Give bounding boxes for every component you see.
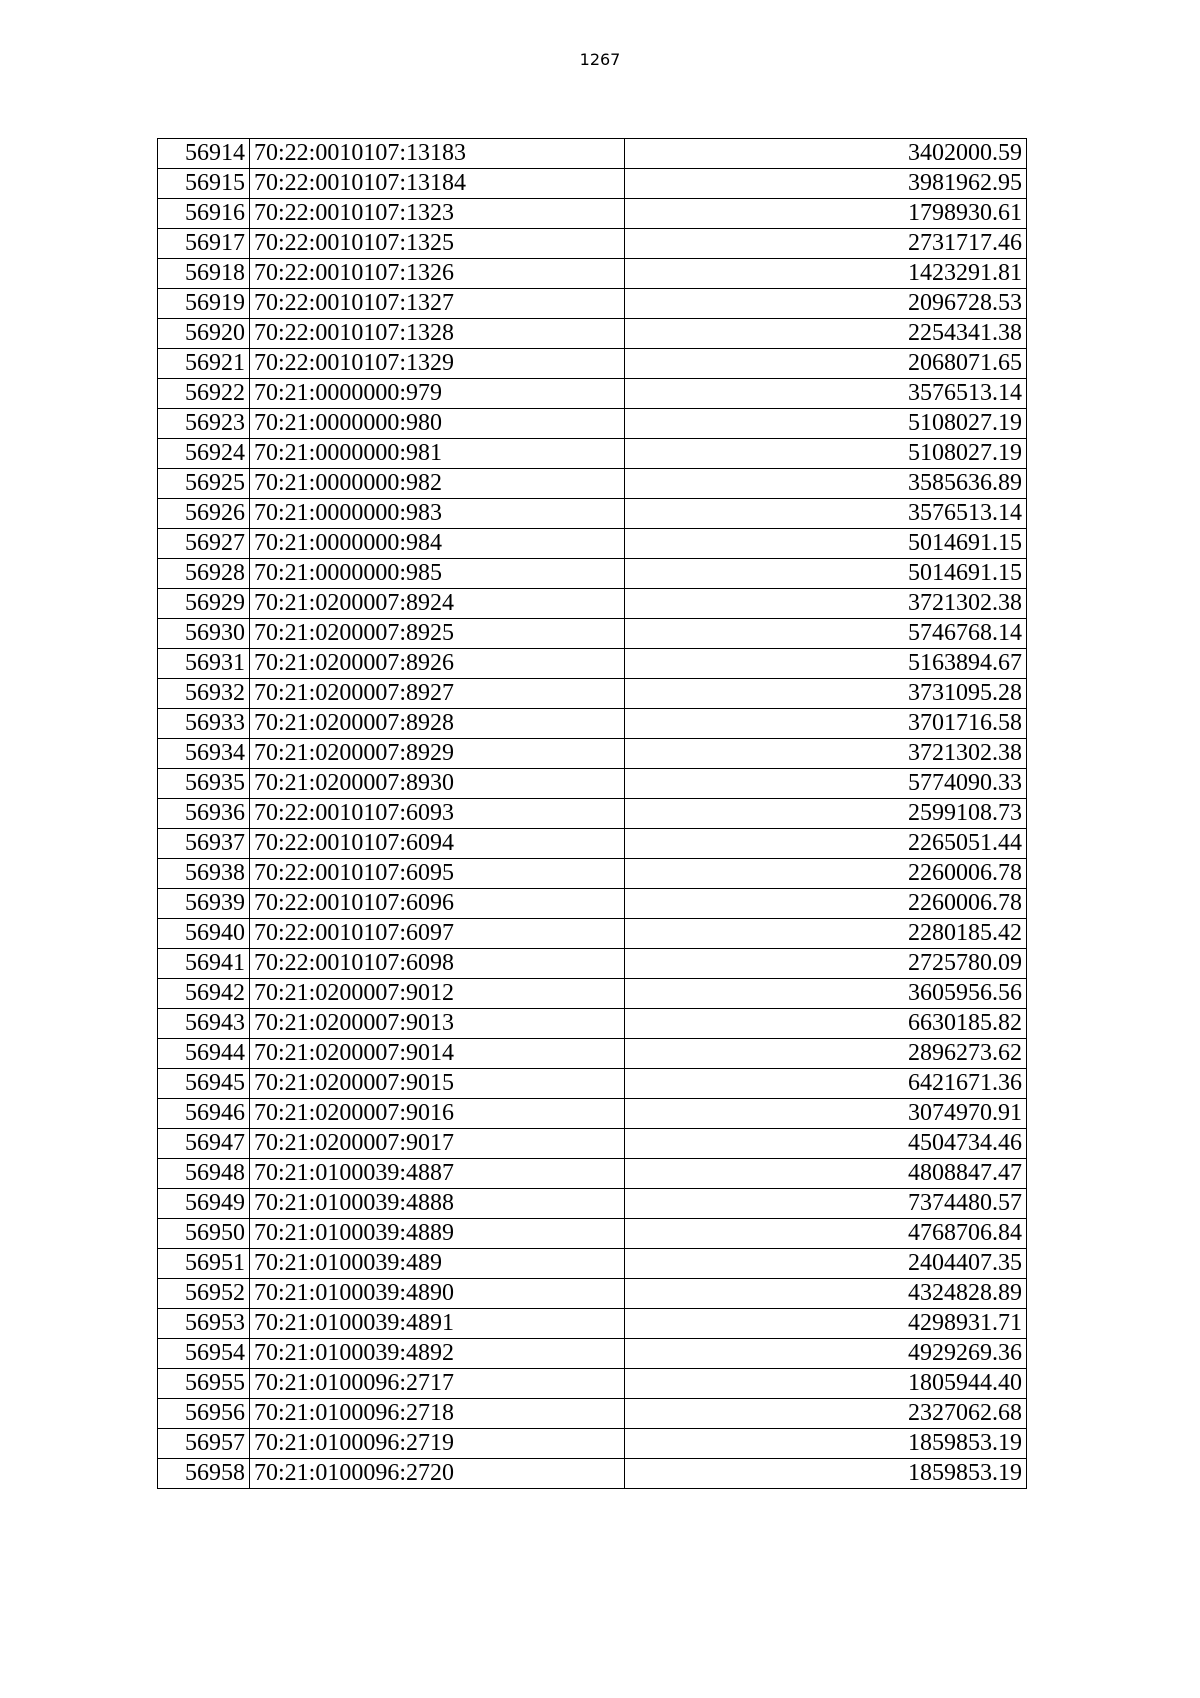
- cadastral-number-cell: 70:22:0010107:1328: [250, 319, 625, 349]
- cadastral-number-cell: 70:22:0010107:1327: [250, 289, 625, 319]
- row-number-cell: 56927: [158, 529, 250, 559]
- cadastral-value-cell: 3576513.14: [625, 379, 1027, 409]
- table-row: [158, 349, 1027, 379]
- row-number-cell: 56934: [158, 739, 250, 769]
- table-row: [158, 1309, 1027, 1339]
- table-row: [158, 799, 1027, 829]
- row-number-cell: 56922: [158, 379, 250, 409]
- row-number-cell: 56937: [158, 829, 250, 859]
- cadastral-value-cell: 5108027.19: [625, 409, 1027, 439]
- cadastral-number-cell: 70:21:0200007:8924: [250, 589, 625, 619]
- row-number-cell: 56953: [158, 1309, 250, 1339]
- row-number-cell: 56936: [158, 799, 250, 829]
- cadastral-value-cell: 5108027.19: [625, 439, 1027, 469]
- cadastral-value-cell: 2327062.68: [625, 1399, 1027, 1429]
- row-number-cell: 56924: [158, 439, 250, 469]
- table-row: [158, 559, 1027, 589]
- cadastral-number-cell: 70:21:0200007:8927: [250, 679, 625, 709]
- cadastral-value-cell: 1805944.40: [625, 1369, 1027, 1399]
- row-number-cell: 56921: [158, 349, 250, 379]
- table-row: [158, 1069, 1027, 1099]
- cadastral-value-cell: 4929269.36: [625, 1339, 1027, 1369]
- cadastral-number-cell: 70:22:0010107:6093: [250, 799, 625, 829]
- row-number-cell: 56956: [158, 1399, 250, 1429]
- table-row: [158, 1369, 1027, 1399]
- table-row: [158, 1219, 1027, 1249]
- cadastral-number-cell: 70:21:0000000:984: [250, 529, 625, 559]
- cadastral-value-cell: 4808847.47: [625, 1159, 1027, 1189]
- table-row: [158, 379, 1027, 409]
- cadastral-number-cell: 70:21:0200007:9012: [250, 979, 625, 1009]
- row-number-cell: 56942: [158, 979, 250, 1009]
- cadastral-value-cell: 2599108.73: [625, 799, 1027, 829]
- cadastral-value-cell: 4324828.89: [625, 1279, 1027, 1309]
- cadastral-number-cell: 70:22:0010107:13183: [250, 139, 625, 169]
- table-row: [158, 169, 1027, 199]
- row-number-cell: 56945: [158, 1069, 250, 1099]
- row-number-cell: 56917: [158, 229, 250, 259]
- cadastral-number-cell: 70:21:0100039:4892: [250, 1339, 625, 1369]
- cadastral-value-cell: 2265051.44: [625, 829, 1027, 859]
- cadastral-value-cell: 3701716.58: [625, 709, 1027, 739]
- row-number-cell: 56929: [158, 589, 250, 619]
- cadastral-value-cell: 1423291.81: [625, 259, 1027, 289]
- cadastral-value-cell: 3576513.14: [625, 499, 1027, 529]
- cadastral-value-cell: 2260006.78: [625, 859, 1027, 889]
- table-row: [158, 859, 1027, 889]
- cadastral-number-cell: 70:21:0200007:9014: [250, 1039, 625, 1069]
- cadastral-value-cell: 1859853.19: [625, 1459, 1027, 1489]
- row-number-cell: 56923: [158, 409, 250, 439]
- table-row: [158, 1129, 1027, 1159]
- cadastral-number-cell: 70:21:0100039:489: [250, 1249, 625, 1279]
- cadastral-number-cell: 70:22:0010107:1329: [250, 349, 625, 379]
- cadastral-value-cell: 4298931.71: [625, 1309, 1027, 1339]
- cadastral-value-cell: 3074970.91: [625, 1099, 1027, 1129]
- cadastral-number-cell: 70:21:0100096:2720: [250, 1459, 625, 1489]
- cadastral-value-cell: 3402000.59: [625, 139, 1027, 169]
- cadastral-value-cell: 2896273.62: [625, 1039, 1027, 1069]
- row-number-cell: 56954: [158, 1339, 250, 1369]
- table-row: [158, 259, 1027, 289]
- cadastral-number-cell: 70:21:0000000:981: [250, 439, 625, 469]
- row-number-cell: 56920: [158, 319, 250, 349]
- row-number-cell: 56950: [158, 1219, 250, 1249]
- table-row: [158, 469, 1027, 499]
- row-number-cell: 56941: [158, 949, 250, 979]
- table-row: [158, 289, 1027, 319]
- row-number-cell: 56958: [158, 1459, 250, 1489]
- table-row: [158, 769, 1027, 799]
- cadastral-value-cell: 2096728.53: [625, 289, 1027, 319]
- cadastral-number-cell: 70:21:0200007:8925: [250, 619, 625, 649]
- row-number-cell: 56943: [158, 1009, 250, 1039]
- table-row: [158, 229, 1027, 259]
- cadastral-number-cell: 70:22:0010107:6098: [250, 949, 625, 979]
- row-number-cell: 56930: [158, 619, 250, 649]
- table-row: [158, 1279, 1027, 1309]
- cadastral-value-cell: 2068071.65: [625, 349, 1027, 379]
- table-row: [158, 1039, 1027, 1069]
- table-row: [158, 679, 1027, 709]
- row-number-cell: 56931: [158, 649, 250, 679]
- row-number-cell: 56938: [158, 859, 250, 889]
- row-number-cell: 56948: [158, 1159, 250, 1189]
- cadastral-value-cell: 5163894.67: [625, 649, 1027, 679]
- table-row: [158, 1399, 1027, 1429]
- cadastral-value-cell: 4504734.46: [625, 1129, 1027, 1159]
- table-row: [158, 1459, 1027, 1489]
- cadastral-number-cell: 70:21:0000000:983: [250, 499, 625, 529]
- table-row: [158, 1099, 1027, 1129]
- cadastral-number-cell: 70:21:0100039:4891: [250, 1309, 625, 1339]
- table-row: [158, 589, 1027, 619]
- cadastral-number-cell: 70:21:0200007:9015: [250, 1069, 625, 1099]
- cadastral-number-cell: 70:21:0200007:8926: [250, 649, 625, 679]
- table-row: [158, 1189, 1027, 1219]
- table-row: [158, 619, 1027, 649]
- row-number-cell: 56944: [158, 1039, 250, 1069]
- cadastral-value-cell: 2404407.35: [625, 1249, 1027, 1279]
- cadastral-number-cell: 70:21:0100096:2719: [250, 1429, 625, 1459]
- row-number-cell: 56918: [158, 259, 250, 289]
- row-number-cell: 56933: [158, 709, 250, 739]
- table-row: [158, 709, 1027, 739]
- cadastral-number-cell: 70:22:0010107:6096: [250, 889, 625, 919]
- row-number-cell: 56940: [158, 919, 250, 949]
- table-row: [158, 979, 1027, 1009]
- cadastral-value-cell: 5014691.15: [625, 529, 1027, 559]
- table-row: [158, 1429, 1027, 1459]
- cadastral-number-cell: 70:21:0200007:8929: [250, 739, 625, 769]
- cadastral-number-cell: 70:21:0200007:9016: [250, 1099, 625, 1129]
- row-number-cell: 56955: [158, 1369, 250, 1399]
- table-row: [158, 139, 1027, 169]
- cadastral-value-cell: 2280185.42: [625, 919, 1027, 949]
- table-row: [158, 949, 1027, 979]
- row-number-cell: 56925: [158, 469, 250, 499]
- cadastral-number-cell: 70:21:0000000:985: [250, 559, 625, 589]
- cadastral-value-cell: 3981962.95: [625, 169, 1027, 199]
- table-row: [158, 1159, 1027, 1189]
- table-body: [158, 139, 1027, 1489]
- cadastral-number-cell: 70:21:0100096:2718: [250, 1399, 625, 1429]
- table-row: [158, 1249, 1027, 1279]
- cadastral-value-cell: 5746768.14: [625, 619, 1027, 649]
- cadastral-value-cell: 7374480.57: [625, 1189, 1027, 1219]
- cadastral-number-cell: 70:21:0200007:8930: [250, 769, 625, 799]
- cadastral-value-cell: 3721302.38: [625, 739, 1027, 769]
- cadastral-value-cell: 3605956.56: [625, 979, 1027, 1009]
- row-number-cell: 56935: [158, 769, 250, 799]
- cadastral-number-cell: 70:21:0100039:4887: [250, 1159, 625, 1189]
- row-number-cell: 56914: [158, 139, 250, 169]
- row-number-cell: 56939: [158, 889, 250, 919]
- table-row: [158, 889, 1027, 919]
- cadastral-number-cell: 70:21:0200007:9013: [250, 1009, 625, 1039]
- table-row: [158, 829, 1027, 859]
- page-number: 1267: [579, 50, 621, 69]
- row-number-cell: 56952: [158, 1279, 250, 1309]
- cadastral-value-cell: 2731717.46: [625, 229, 1027, 259]
- table-row: [158, 439, 1027, 469]
- cadastral-number-cell: 70:22:0010107:6095: [250, 859, 625, 889]
- cadastral-value-cell: 2254341.38: [625, 319, 1027, 349]
- cadastral-value-cell: 5014691.15: [625, 559, 1027, 589]
- cadastral-value-cell: 1798930.61: [625, 199, 1027, 229]
- row-number-cell: 56928: [158, 559, 250, 589]
- table-row: [158, 1009, 1027, 1039]
- cadastral-value-cell: 6421671.36: [625, 1069, 1027, 1099]
- row-number-cell: 56915: [158, 169, 250, 199]
- cadastral-value-cell: 2725780.09: [625, 949, 1027, 979]
- table-row: [158, 529, 1027, 559]
- row-number-cell: 56957: [158, 1429, 250, 1459]
- table-row: [158, 919, 1027, 949]
- table-row: [158, 409, 1027, 439]
- table-row: [158, 499, 1027, 529]
- cadastral-number-cell: 70:22:0010107:1323: [250, 199, 625, 229]
- cadastral-value-cell: 3731095.28: [625, 679, 1027, 709]
- table-row: [158, 739, 1027, 769]
- cadastral-value-cell: 3585636.89: [625, 469, 1027, 499]
- cadastral-number-cell: 70:22:0010107:6094: [250, 829, 625, 859]
- cadastral-number-cell: 70:22:0010107:1325: [250, 229, 625, 259]
- cadastral-value-cell: 4768706.84: [625, 1219, 1027, 1249]
- table-row: [158, 199, 1027, 229]
- row-number-cell: 56926: [158, 499, 250, 529]
- row-number-cell: 56916: [158, 199, 250, 229]
- cadastral-value-cell: 3721302.38: [625, 589, 1027, 619]
- cadastral-number-cell: 70:21:0000000:982: [250, 469, 625, 499]
- row-number-cell: 56951: [158, 1249, 250, 1279]
- cadastral-value-cell: 6630185.82: [625, 1009, 1027, 1039]
- cadastral-number-cell: 70:22:0010107:1326: [250, 259, 625, 289]
- table-row: [158, 649, 1027, 679]
- row-number-cell: 56919: [158, 289, 250, 319]
- cadastral-value-cell: 5774090.33: [625, 769, 1027, 799]
- row-number-cell: 56946: [158, 1099, 250, 1129]
- cadastral-number-cell: 70:21:0000000:980: [250, 409, 625, 439]
- table-row: [158, 1339, 1027, 1369]
- cadastral-number-cell: 70:21:0100039:4890: [250, 1279, 625, 1309]
- cadastral-value-table: [157, 138, 1027, 1489]
- cadastral-number-cell: 70:21:0100039:4889: [250, 1219, 625, 1249]
- cadastral-number-cell: 70:21:0200007:9017: [250, 1129, 625, 1159]
- row-number-cell: 56932: [158, 679, 250, 709]
- cadastral-number-cell: 70:21:0200007:8928: [250, 709, 625, 739]
- cadastral-number-cell: 70:21:0000000:979: [250, 379, 625, 409]
- row-number-cell: 56947: [158, 1129, 250, 1159]
- cadastral-number-cell: 70:22:0010107:6097: [250, 919, 625, 949]
- cadastral-value-cell: 1859853.19: [625, 1429, 1027, 1459]
- cadastral-number-cell: 70:21:0100096:2717: [250, 1369, 625, 1399]
- row-number-cell: 56949: [158, 1189, 250, 1219]
- cadastral-number-cell: 70:21:0100039:4888: [250, 1189, 625, 1219]
- table-row: [158, 319, 1027, 349]
- cadastral-value-cell: 2260006.78: [625, 889, 1027, 919]
- cadastral-number-cell: 70:22:0010107:13184: [250, 169, 625, 199]
